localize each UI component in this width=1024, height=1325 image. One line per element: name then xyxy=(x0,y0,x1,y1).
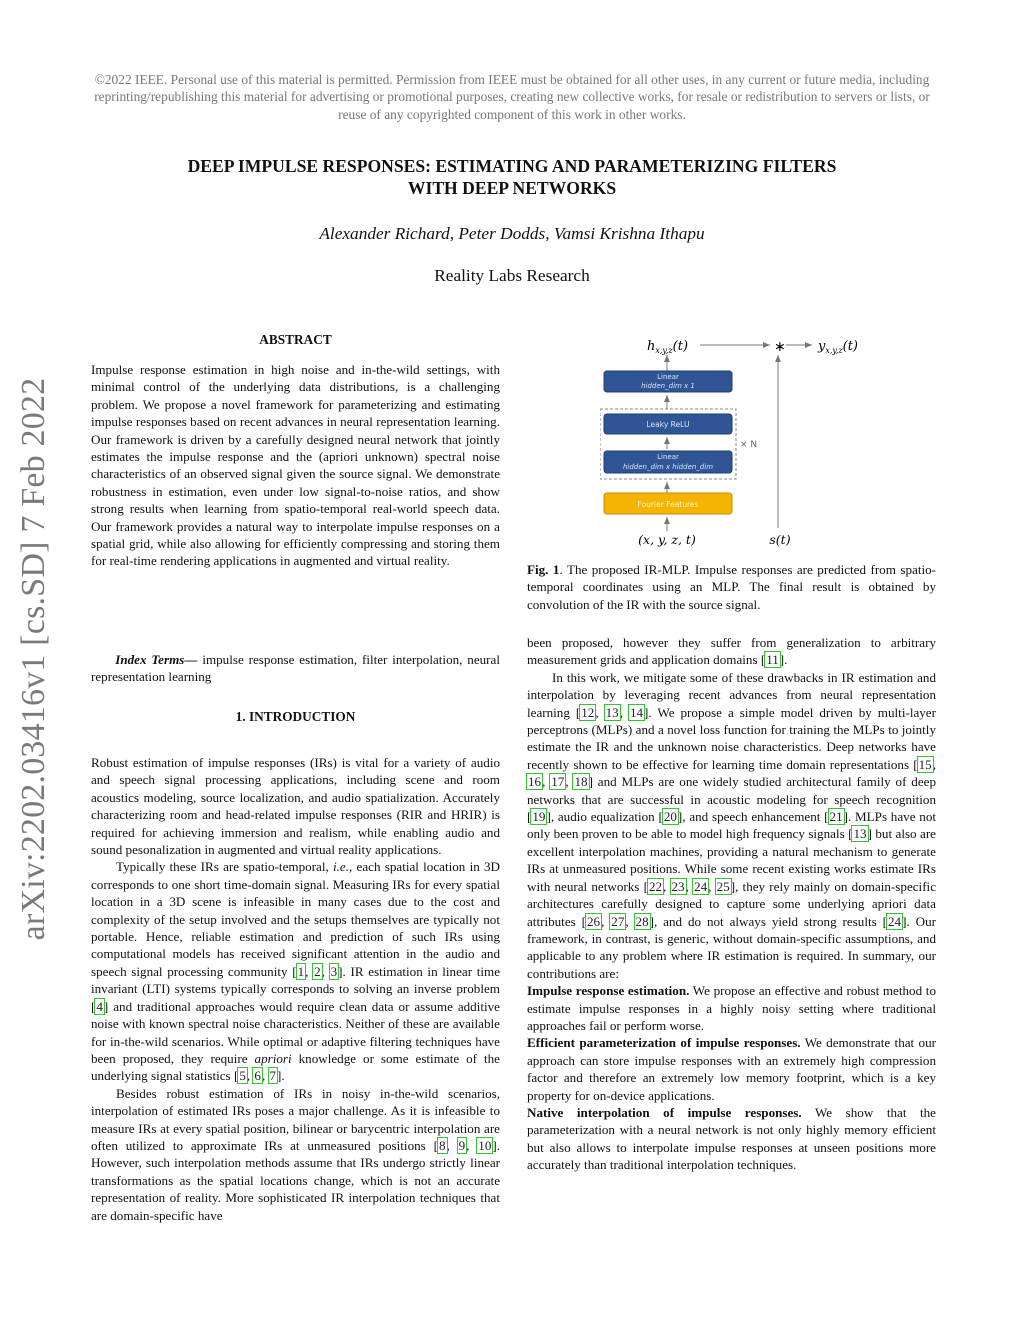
citation[interactable]: 22 xyxy=(648,878,663,894)
copyright-notice: ©2022 IEEE. Personal use of this material is permitted. Permission from IEEE must be obtained for all other uses, in any current or future media, including reprinting/republishing this material for advertising or promotional purposes, creating new collective works, for resale or redistribution to servers or lists, or reuse of any copyrighted component of this work in other works. xyxy=(94,72,930,122)
intro-heading: 1. INTRODUCTION xyxy=(235,709,356,724)
citation[interactable]: 25 xyxy=(716,878,730,894)
citation[interactable]: 5 xyxy=(239,1068,246,1084)
svg-text:Fourier Features: Fourier Features xyxy=(637,500,699,509)
contribution-1: Impulse response estimation. We propose an effective and robust method to estimate impulse responses in a highly noisy setting where traditional approaches fail or perform worse. xyxy=(527,983,936,1033)
citation[interactable]: 13 xyxy=(853,826,867,842)
citation[interactable]: 21 xyxy=(829,809,843,825)
intro-paragraph-3: Besides robust estimation of IRs in noisy in-the-wild scenarios, interpolation of estimated IRs poses a major challenge. As it is infeasible to measure IRs at every spatial position, bilinear or barycentric interpolation are often utilized to approximate IRs at unmeasured positions [8, 9, 10]. However, such interpolation methods assume that IRs undergo strictly linear transformations as the spatial locations change, which is not an accurate representation of reality. More sophisticated IR interpolation techniques that are domain-specific have xyxy=(91,1085,501,1223)
citation[interactable]: 2 xyxy=(314,963,321,979)
figure-caption xyxy=(527,561,936,613)
contribution-2: Efficient parameterization of impulse responses. We demonstrate that our approach can store impulse responses with an extremely high compression factor and therefore an extremely low memory footprint, which is a key property for on-device applications. xyxy=(527,1035,937,1103)
citation[interactable]: 9 xyxy=(458,1137,466,1153)
svg-text:Leaky ReLU: Leaky ReLU xyxy=(646,420,690,429)
affiliation: Reality Labs Research xyxy=(434,266,590,285)
citation[interactable]: 18 xyxy=(574,774,588,790)
arxiv-id: arXiv:2202.03416v1 [cs.SD] 7 Feb 2022 xyxy=(15,377,52,941)
citation[interactable]: 3 xyxy=(330,963,338,979)
caption-text: . The proposed IR-MLP. Impulse responses are predicted from spatio-temporal coordinates using an MLP. The final result is obtained by convolution of the IR with the source signal. xyxy=(527,562,937,612)
citation[interactable]: 19 xyxy=(532,809,546,825)
left-column xyxy=(91,331,500,1224)
citation[interactable]: 24 xyxy=(888,913,902,929)
citation[interactable]: 4 xyxy=(96,998,103,1014)
title-line-2: WITH DEEP NETWORKS xyxy=(407,178,617,198)
citation[interactable]: 13 xyxy=(605,704,619,720)
citation[interactable]: 23 xyxy=(671,878,685,894)
source-signal-label: s(t) xyxy=(769,532,791,547)
citation[interactable]: 10 xyxy=(478,1137,492,1153)
repeat-label: × N xyxy=(740,440,758,450)
citation[interactable]: 11 xyxy=(766,652,779,668)
citation[interactable]: 12 xyxy=(581,704,595,720)
svg-text:hidden_dim x 1: hidden_dim x 1 xyxy=(641,382,695,390)
index-terms-label: Index Terms— xyxy=(115,652,198,667)
citation[interactable]: 24 xyxy=(694,878,708,894)
ir-output-label: $h_{x,y,z}(t)$ xyxy=(647,339,689,355)
citation[interactable]: 1 xyxy=(297,963,305,979)
citation[interactable]: 15 xyxy=(918,756,932,772)
citation[interactable]: 14 xyxy=(629,704,644,720)
caption-label: Fig. 1 xyxy=(527,562,560,577)
svg-text:Linear: Linear xyxy=(657,373,679,381)
citation[interactable]: 7 xyxy=(269,1068,277,1084)
intro-paragraph-2: Typically these IRs are spatio-temporal, i.e., each spatial location in 3D corresponds to one short time-domain signal. Measuring IRs for every spatial location in a 3D scene is infeasible in many cases due to the cost and complexity of the setup involved and the setups themselves are typically not portable. Hence, reliable estimation and prediction of such IRs using computational models has received significant attention in the audio and speech signal processing community [1, 2, 3]. IR estimation in linear time invariant (LTI) systems typically corresponds to solving an inverse problem [4] and traditional approaches would require clean data or assume additive noise with known spectral noise characteristics. Neither of these are available for in-the-wild scenarios. While optimal or adaptive filtering techniques have been proposed, they require apriori knowledge or some estimate of the underlying signal statistics [5, 6, 7]. xyxy=(91,859,501,1084)
citation[interactable]: 16 xyxy=(528,774,542,790)
citation[interactable]: 20 xyxy=(663,809,677,825)
citation[interactable]: 26 xyxy=(587,913,601,929)
intro-paragraph-1: Robust estimation of impulse responses (IRs) is vital for a variety of audio and speech signal processing applications, including scene and room acoustics modeling, source localization, and audio spatialization. Accurately characterizing room and head-related impulse responses (RIR and HRIR) is required for achieving immersion and realism, while enabling audio and sound pesonalization in augmented and virtual reality applications. xyxy=(91,755,500,858)
right-column xyxy=(527,634,936,1174)
svg-text:hidden_dim x hidden_dim: hidden_dim x hidden_dim xyxy=(622,463,714,471)
contribution-3: Native interpolation of impulse responses. We show that the parameterization with a neural network is not only highly memory efficient but also allows to interpolate impulse responses at unseen positions more accurately than traditional interpolation techniques. xyxy=(527,1104,936,1173)
arxiv-watermark xyxy=(14,362,54,956)
authors: Alexander Richard, Peter Dodds, Vamsi Krishna Ithapu xyxy=(319,224,705,243)
paper-title xyxy=(100,155,924,199)
index-terms-text: impulse response estimation, filter interpolation, neural representation learning xyxy=(91,652,500,685)
right-paragraph-1: been proposed, however they suffer from generalization to arbitrary measurement grids and application domains [11]. xyxy=(527,635,936,668)
abstract-text: Impulse response estimation in high noise and in-the-wild settings, with minimal control of the underlying data distributions, is a challenging problem. We propose a novel framework for parameterizing and estimating impulse responses based on recent advances in neural representation learning. Our framework is driven by a carefully designed neural network that jointly estimates the impulse response and the (apriori unknown) spectral noise characteristics of an observed signal given the source signal. We demonstrate robustness in estimation, even under low signal-to-noise ratios, and show strong results when learning from spatio-temporal real-world speech data. Our framework provides a natural way to interpolate impulse responses on a spatial grid, while also allowing for efficiently compressing and storing them for real-time rendering applications in augmented and virtual reality. xyxy=(91,362,500,569)
abstract-heading: ABSTRACT xyxy=(259,332,332,347)
citation[interactable]: 6 xyxy=(254,1068,261,1084)
right-paragraph-2: In this work, we mitigate some of these drawbacks in IR estimation and interpolation by leveraging recent advances from neural representation learning [12, 13, 14]. We propose a simple model driven by multi-layer perceptrons (MLPs) and a novel loss function for training the MLPs to jointly estimate the IR and the unknown noise characteristics. Deep networks have recently shown to be effective for learning time domain representations [15, 16, 17, 18] and MLPs are one widely studied architectural family of deep networks that are successful in acoustic modeling for speech recognition [19], audio equalization [20], and speech enhancement [21]. MLPs have not only been proven to be able to model high frequency signals [13] but also are excellent interpolation machines, providing a natural mechanism to generate IRs at unmeasured positions. While some recent existing works estimate IRs with neural networks [22, 23, 24, 25], they rely mainly on domain-specific architectures carefully designed to capture some underlying apriori data attributes [26, 27, 28], and do not always yield strong results [24]. Our framework, in contrast, is generic, without domain-specific assumptions, and applicable to any problem where IR estimation is required. In summary, our contributions are: xyxy=(527,669,937,981)
input-coordinates-label: (x, y, z, t) xyxy=(638,532,696,547)
citation[interactable]: 8 xyxy=(438,1137,446,1153)
convolution-symbol: ∗ xyxy=(774,339,786,355)
figure-ir-mlp xyxy=(600,333,880,553)
title-line-1: DEEP IMPULSE RESPONSES: ESTIMATING AND PARAMETERIZING FILTERS xyxy=(187,156,837,176)
citation[interactable]: 27 xyxy=(611,913,625,929)
citation[interactable]: 17 xyxy=(551,774,565,790)
index-terms xyxy=(91,651,500,708)
signal-output-label: $y_{x,y,z}(t)$ xyxy=(818,339,859,355)
svg-text:Linear: Linear xyxy=(657,453,679,461)
citation[interactable]: 28 xyxy=(635,913,649,929)
